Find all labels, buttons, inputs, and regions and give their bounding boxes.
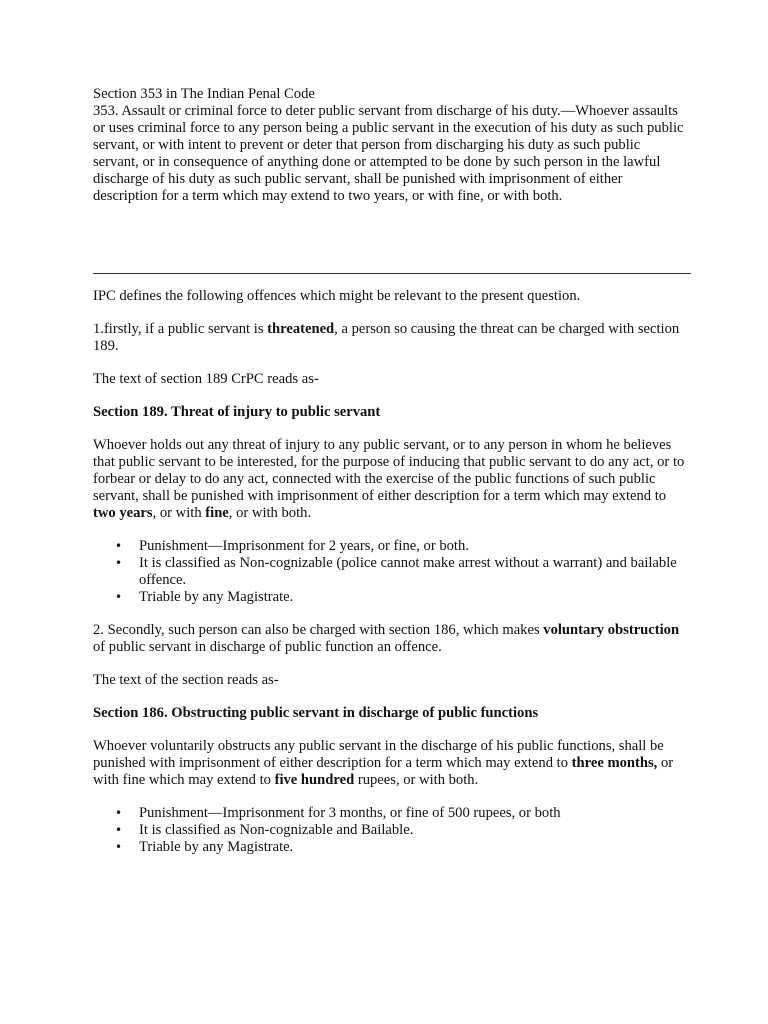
list-item: • It is classified as Non-cognizable (police cannot make arrest without a warrant) and bailable offence. xyxy=(139,555,688,589)
section-353-heading: Section 353 in The Indian Penal Code xyxy=(93,86,315,102)
section-186-bullet-list xyxy=(93,805,688,856)
section-189-body-before: Whoever holds out any threat of injury to any public servant, or to any person in whom he believes that public servant to be interested, for the purpose of inducing that public servant to do any act, or to forbear or delay to do any act, connected with the exercise of the public functions of such public servant, shall be punished with imprisonment of either description for a term which may extend to xyxy=(93,437,685,504)
section-189-intro: The text of section 189 CrPC reads as- xyxy=(93,371,319,387)
list-item: • Punishment—Imprisonment for 3 months, or fine of 500 rupees, or both xyxy=(139,805,688,822)
point-1-text-before: 1.firstly, if a public servant is xyxy=(93,321,268,337)
section-189-body-after: , or with both. xyxy=(228,505,312,521)
section-186-bold-1: three months, xyxy=(571,755,658,771)
point-1-text-after: , a person so causing the threat can be charged with section 189. xyxy=(93,321,680,354)
point-1-paragraph xyxy=(93,321,688,355)
list-item: • Triable by any Magistrate. xyxy=(139,839,688,856)
section-189-title: Section 189. Threat of injury to public servant xyxy=(93,404,381,420)
section-186-body-mid: or with fine which may extend to xyxy=(93,755,674,788)
list-item: • Punishment—Imprisonment for 2 years, or fine, or both. xyxy=(139,538,688,555)
section-189-body xyxy=(93,437,688,522)
point-2-paragraph xyxy=(93,622,688,656)
point-1-bold: threatened xyxy=(267,321,335,337)
section-189-bullet-list xyxy=(93,538,688,606)
intro-paragraph: IPC defines the following offences which might be relevant to the present question. xyxy=(93,288,581,304)
section-189-body-mid: , or with xyxy=(152,505,206,521)
section-186-intro: The text of the section reads as- xyxy=(93,672,279,688)
section-189-bold-1: two years xyxy=(93,505,153,521)
point-2-bold: voluntary obstruction xyxy=(543,622,680,638)
section-186-body xyxy=(93,738,688,789)
section-189-bold-2: fine xyxy=(205,505,229,521)
section-186-body-after: rupees, or with both. xyxy=(354,772,479,788)
section-186-title: Section 186. Obstructing public servant in discharge of public functions xyxy=(93,705,539,721)
section-353-body: 353. Assault or criminal force to deter public servant from discharge of his duty.—Whoever assaults or uses criminal force to any person being a public servant in the execution of his duty as such public servant, or with intent to prevent or deter that person from discharging his duty as such public servant, or in consequence of anything done or attempted to be done by such person in the lawful discharge of his duty as such public servant, shall be punished with imprisonment of either description for a term which may extend to two years, or with fine, or with both. xyxy=(93,103,684,204)
list-item: • Triable by any Magistrate. xyxy=(139,589,688,606)
list-item: • It is classified as Non-cognizable and Bailable. xyxy=(139,822,688,839)
point-2-text-after: of public servant in discharge of public function an offence. xyxy=(93,639,442,655)
section-186-body-before: Whoever voluntarily obstructs any public servant in the discharge of his public functions, shall be punished with imprisonment of either description for a term which may extend to xyxy=(93,738,664,771)
section-186-bold-2: five hundred xyxy=(274,772,355,788)
horizontal-divider xyxy=(93,273,691,274)
point-2-text-before: 2. Secondly, such person can also be charged with section 186, which makes xyxy=(93,622,544,638)
